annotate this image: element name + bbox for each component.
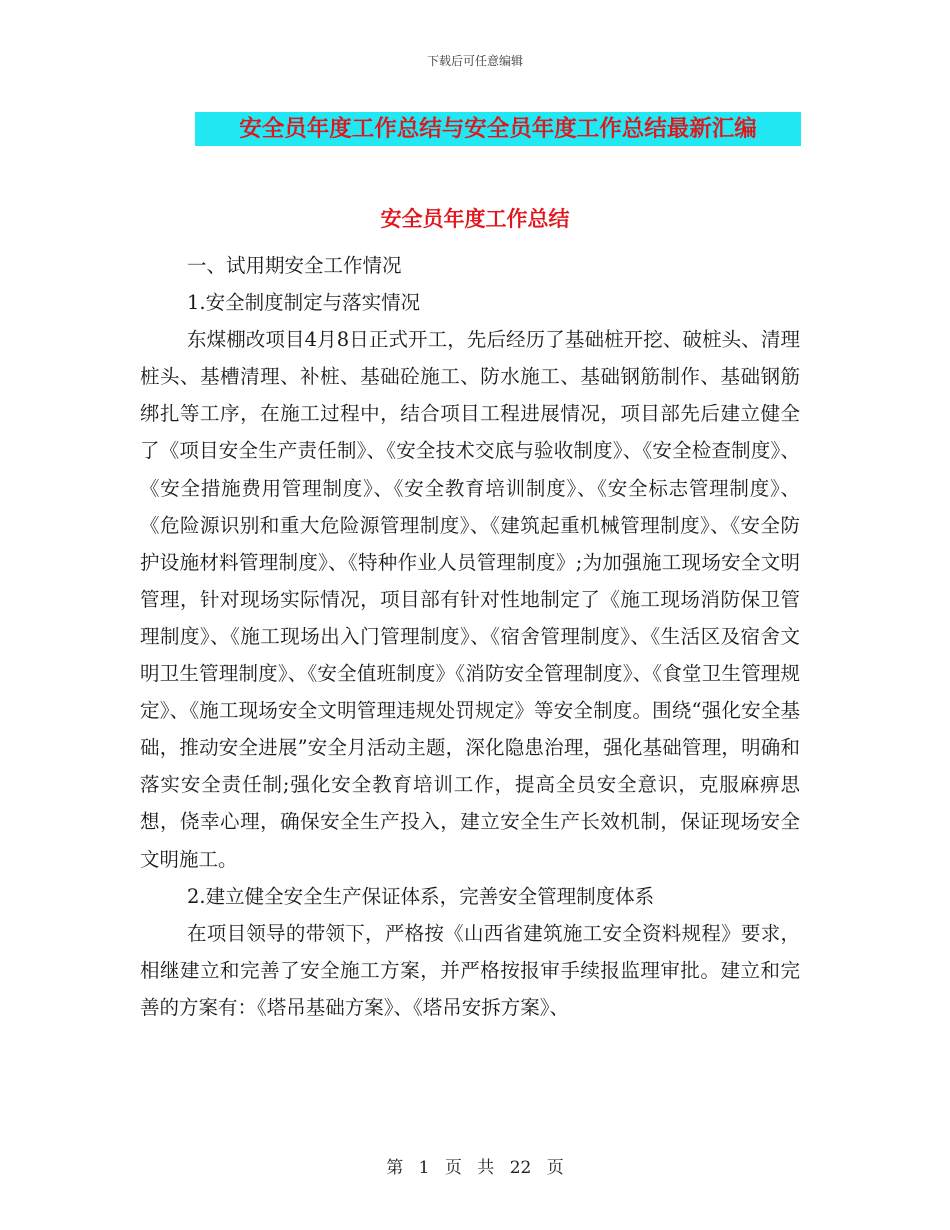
footer-total-word: 共	[477, 1158, 495, 1178]
document-sub-title: 安全员年度工作总结	[380, 206, 570, 231]
document-body	[140, 247, 800, 1026]
body-paragraph: 东煤棚改项目4月8日正式开工，先后经历了基础桩开挖、破桩头、清理桩头、基槽清理、补桩、基础砼施工、防水施工、基础钢筋制作、基础钢筋绑扎等工序，在施工过程中，结合项目工程进展情况，项目部先后建立健全了《项目安全生产责任制》、《安全技术交底与验收制度》、《安全检查制度》、《安全措施费用管理制度》、《安全教育培训制度》、《安全标志管理制度》、《危险源识别和重大危险源管理制度》、《建筑起重机械管理制度》、《安全防护设施材料管理制度》、《特种作业人员管理制度》;为加强施工现场安全文明管理，针对现场实际情况，项目部有针对性地制定了《施工现场消防保卫管理制度》、《施工现场出入门管理制度》、《宿舍管理制度》、《生活区及宿舍文明卫生管理制度》、《安全值班制度》《消防安全管理制度》、《食堂卫生管理规定》、《施工现场安全文明管理违规处罚规定》等安全制度。围绕“强化安全基础，推动安全进展”安全月活动主题，深化隐患治理，强化基础管理，明确和落实安全责任制;强化安全教育培训工作，提高全员安全意识，克服麻痹思想，侥幸心理，确保安全生产投入，建立安全生产长效机制，保证现场安全文明施工。	[140, 328, 800, 871]
header-note: 下载后可任意编辑	[426, 54, 523, 68]
subsection-heading: 2.建立健全安全生产保证体系，完善安全管理制度体系	[187, 884, 655, 908]
subsection-heading: 1.安全制度制定与落实情况	[187, 291, 421, 315]
section-heading: 一、试用期安全工作情况	[187, 254, 402, 277]
footer-page-word: 第	[386, 1158, 404, 1178]
footer-total-unit: 页	[546, 1158, 564, 1178]
page-footer	[0, 1153, 950, 1178]
footer-total-pages: 22	[509, 1158, 532, 1178]
footer-page-number: 1	[418, 1158, 430, 1178]
body-paragraph: 在项目领导的带领下，严格按《山西省建筑施工安全资料规程》要求，相继建立和完善了安全施工方案，并严格按报审手续报监理审批。建立和完善的方案有：《塔吊基础方案》、《塔吊安拆方案》、	[140, 921, 800, 1019]
footer-page-unit: 页	[444, 1158, 462, 1178]
document-main-title: 安全员年度工作总结与安全员年度工作总结最新汇编	[195, 112, 801, 146]
